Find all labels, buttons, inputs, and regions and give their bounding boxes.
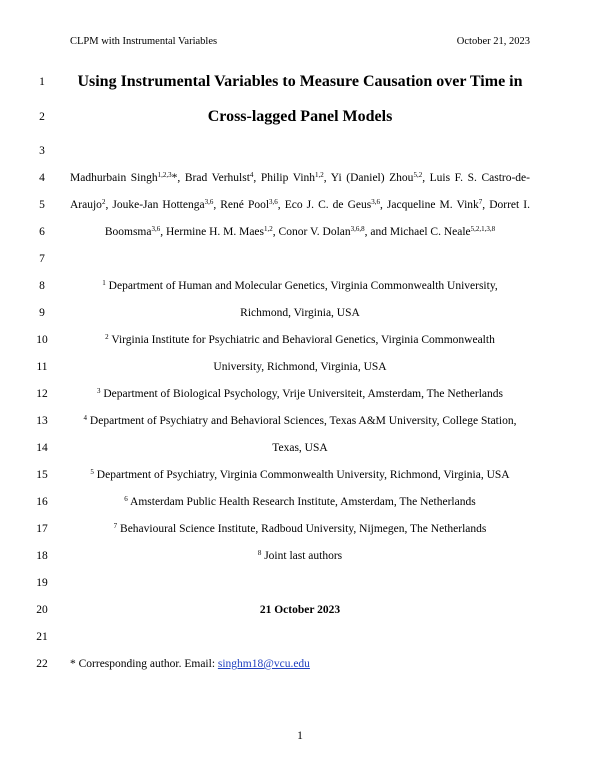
affiliation-number: 8 [257,549,262,557]
line-number: 19 [36,577,48,589]
line-number: 14 [36,442,48,454]
affiliation [70,280,530,292]
affiliation-text: Department of Biological Psychology, Vrije Universiteit, Amsterdam, The Netherlands [103,388,503,400]
affiliation [70,469,530,481]
author-text: , Yi (Daniel) Zhou [323,172,414,184]
author-sup: 5,2 [413,171,423,179]
author-sup: 5,2,1,3,8 [470,225,496,233]
author-text: Araujo [70,199,102,211]
author-list [70,199,530,211]
line-number: 4 [39,172,45,184]
author-sup: 1,2 [315,171,324,179]
affiliation-text: Department of Psychiatry, Virginia Commonwealth University, Richmond, Virginia, USA [96,469,510,481]
affiliation-number: 5 [90,468,94,476]
author-sup: 3,6 [269,198,278,206]
affiliation-text: Amsterdam Public Health Research Institute, Amsterdam, The Netherlands [130,496,476,508]
paper-title: Cross-lagged Panel Models [207,108,393,125]
author-sup: 4 [249,171,254,179]
author-text: , Luis F. S. Castro-de- [422,172,530,184]
line-number: 16 [36,496,48,508]
author-text: , René Pool [213,199,270,211]
running-header-date: October 21, 2023 [456,36,530,47]
author-sup: 1,2 [264,225,273,233]
page-number: 1 [297,730,303,742]
affiliation-number: 6 [124,495,128,503]
affiliation [70,496,530,508]
author-text: , Jacqueline M. Vink [379,199,479,211]
affiliation: Texas, USA [272,442,328,454]
line-number: 17 [36,523,48,535]
author-sup: 3,6 [204,198,214,206]
line-number: 12 [36,388,48,400]
corresponding-label: * Corresponding author. Email: [70,658,218,670]
author-text: , Eco J. C. de Geus [277,199,372,211]
affiliation [70,523,530,535]
author-sup: 3,6 [151,225,161,233]
line-number: 11 [36,361,48,373]
line-number: 10 [36,334,48,346]
author-list [70,172,530,184]
author-sup: 2 [101,198,106,206]
author-sup: 3,6 [371,198,380,206]
line-number: 18 [36,550,48,562]
affiliation-number: 4 [83,414,88,422]
affiliation [70,550,530,562]
author-sup: 7 [478,198,483,206]
corresponding-email-link[interactable]: singhm18@vcu.edu [217,658,310,670]
line-number: 13 [36,415,48,427]
line-number: 20 [36,604,48,616]
author-text: *, Brad Verhulst [171,172,250,184]
line-number: 8 [39,280,45,292]
line-number: 3 [39,145,45,157]
affiliation-text: Behavioural Science Institute, Radboud University, Nijmegen, The Netherlands [120,523,487,535]
line-number: 9 [39,307,45,319]
line-number: 5 [39,199,45,211]
line-number: 21 [36,631,48,643]
affiliation: Richmond, Virginia, USA [240,307,360,319]
line-number: 22 [36,658,48,670]
line-number: 1 [39,76,45,88]
author-text: , Philip Vinh [253,172,316,184]
affiliation-number: 2 [105,333,109,341]
affiliation-number: 1 [102,279,106,287]
author-text: , Jouke-Jan Hottenga [105,199,205,211]
corresponding-author [70,658,530,670]
paper-title: Using Instrumental Variables to Measure Causation over Time in [77,73,523,90]
line-number: 6 [39,226,45,238]
author-text: Madhurbain Singh [70,172,158,184]
affiliation-text: Virginia Institute for Psychiatric and Behavioral Genetics, Virginia Commonwealth [111,334,495,346]
affiliation [70,334,530,346]
author-text: , Conor V. Dolan [272,226,351,238]
author-sup: 1,2,3 [157,171,172,179]
line-number: 2 [39,111,45,123]
affiliation-number: 7 [113,522,118,530]
line-number: 7 [39,253,45,265]
affiliation [70,415,530,427]
line-number: 15 [36,469,48,481]
author-list [70,226,530,238]
manuscript-date: 21 October 2023 [259,604,341,616]
author-text: , Hermine H. M. Maes [160,226,265,238]
author-text: Boomsma [104,226,152,238]
running-header-title: CLPM with Instrumental Variables [70,36,218,47]
affiliation-text: Joint last authors [264,550,343,562]
affiliation [70,388,530,400]
author-sup: 3,6,8 [350,225,365,233]
author-text: , Dorret I. [482,199,530,211]
affiliation-text: Department of Psychiatry and Behavioral Sciences, Texas A&M University, College Station, [89,415,517,427]
affiliation-number: 3 [97,387,101,395]
affiliation: University, Richmond, Virginia, USA [213,361,387,373]
author-text: , and Michael C. Neale [364,226,471,238]
affiliation-text: Department of Human and Molecular Genetics, Virginia Commonwealth University, [108,280,498,292]
